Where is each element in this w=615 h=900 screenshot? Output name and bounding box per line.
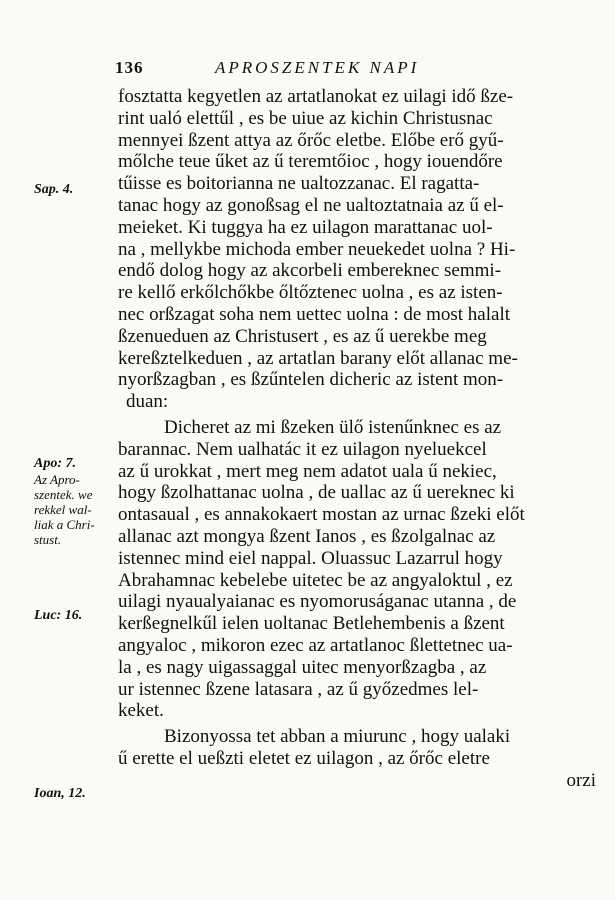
text-line: rint ualó elettűl , es be uiue az kichin Christusnac — [118, 107, 493, 129]
text-line: mennyei ßzent attya az őrőc eletbe. Előbe erő gyű- — [118, 129, 504, 151]
text-line: keket. — [118, 700, 164, 722]
catchword: orzi — [566, 769, 596, 791]
text-line: nec orßzagat soha nem uettec uolna : de most halalt — [118, 303, 510, 325]
margin-note-line: rekkel wal- — [34, 502, 92, 517]
margin-note-line: Luc: 16. — [34, 608, 83, 623]
text-line: meieket. Ki tuggya ha ez uilagon marattanac uol- — [118, 216, 493, 238]
text-line: tűisse es boitorianna ne ualtozzanac. El ragatta- — [118, 173, 480, 195]
text-line: ű erette el ueßzti eletet ez uilagon , az őrőc eletre — [118, 747, 490, 769]
text-line: hogy ßzolhattanac uolna , de uallac az ű uereknec ki — [118, 482, 515, 504]
margin-note-line: szentek. we — [34, 487, 93, 502]
text-line: ur istennec ßzene latasara , az ű győzedmes lel- — [118, 678, 479, 700]
text-line: uilagi nyaualyaianac es nyomoruságanac utanna , de — [118, 591, 517, 613]
text-line: mőlche teue űket az ű teremtőioc , hogy iouendőre — [118, 151, 503, 173]
text-line: duan: — [126, 391, 169, 413]
margin-note-line: Az Apro- — [34, 472, 80, 487]
running-title: APROSZENTEK NAPI — [215, 58, 420, 77]
paragraph-start-line: Bizonyossa tet abban a miurunc , hogy ualaki — [164, 726, 511, 748]
text-line: ßzenueduen az Christusert , es az ű uerekbe meg — [118, 325, 487, 347]
text-line: angyaloc , mikoron ezec az artatlanoc ßlettetnec ua- — [118, 634, 513, 656]
text-line: la , es nagy uigassaggal uitec menyorßzagba , az — [118, 656, 487, 678]
text-line: barannac. Nem ualhatác it ez uilagon nyeluekcel — [118, 438, 487, 460]
text-line: tanac hogy az gonoßsag el ne ualtoztatnaia az ű el- — [118, 194, 504, 216]
text-line: Abrahamnac kebelebe uitetec be az angyaloktul , ez — [118, 569, 513, 591]
text-line: na , mellykbe michoda ember neuekedet uolna ? Hi- — [118, 238, 516, 260]
margin-note-apo — [34, 456, 118, 471]
page-number: 136 — [115, 58, 144, 77]
text-line: az ű urokkat , mert meg nem adatot uala ű nekiec, — [118, 460, 497, 482]
page-header — [115, 58, 585, 82]
text-line: re kellő erkőlchőkbe őltőztenec uolna , es az isten- — [118, 282, 503, 304]
text-line: fosztatta kegyetlen az artatlanokat ez uilagi idő ßze- — [118, 86, 514, 107]
margin-note-sap — [34, 182, 118, 197]
margin-note-line: Apo: 7. — [34, 456, 76, 471]
text-line: nyorßzagban , es ßzűntelen dicheric az istent mon- — [118, 369, 504, 391]
paragraph-start-line: Dicheret az mi ßzeken ülő istenűnknec es az — [164, 416, 502, 438]
text-line: kereßztelkeduen , az artatlan barany előt allanac me- — [118, 347, 518, 369]
text-line: istennec mind eiel nappal. Oluassuc Lazarrul hogy — [118, 547, 503, 569]
text-line: ontasaual , es annakokaert mostan az urnac ßzeki előt — [118, 504, 525, 526]
margin-note-line: stust. — [34, 532, 62, 547]
margin-note-aproszentek — [34, 472, 118, 547]
margin-note-luc — [34, 608, 118, 623]
margin-note-line: Ioan, 12. — [34, 786, 86, 801]
margin-note-line: liak a Chri- — [34, 517, 95, 532]
text-line: allanac azt mongya ßzent Ianos , es ßzolgalnac az — [118, 525, 496, 547]
body-text — [118, 86, 596, 792]
text-line: kerßegnelkűl ielen uoltanac Betlehembenis a ßzent — [118, 613, 505, 635]
margin-note-line: Sap. 4. — [34, 182, 74, 197]
text-line: endő dolog hogy az akcorbeli embereknec semmi- — [118, 260, 502, 282]
margin-note-ioan — [34, 786, 118, 801]
